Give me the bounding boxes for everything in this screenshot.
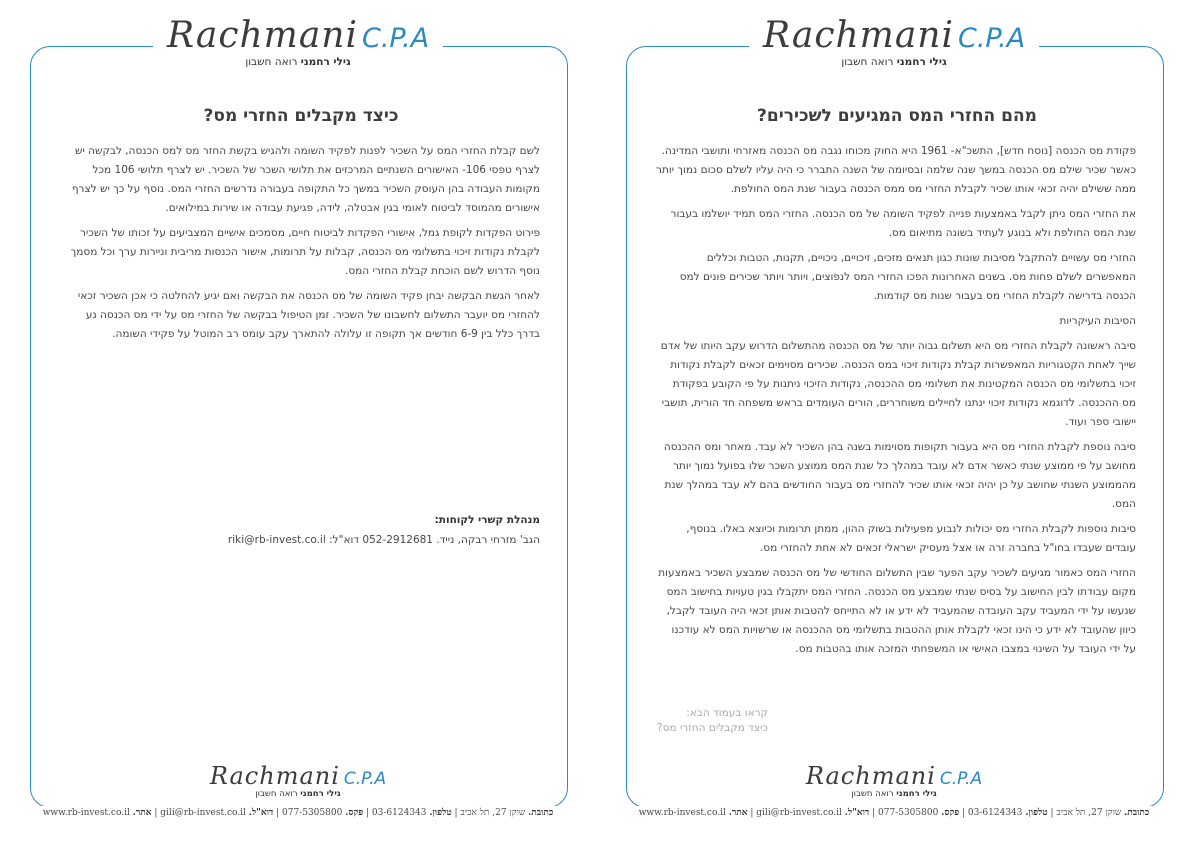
footer-fax: 077-5305800 <box>878 808 939 818</box>
paragraph: לאחר הגשת הבקשה יבחן פקיד השומה של מס הכנסה את הבקשה ואם יגיע להחלטה כי אכן השכיר זכאי להחזרי מס יועבר התשלום לחשבונו של השכיר. זמן הטיפול בבקשה של החזרי מס על ידי מס הכנסה נע בדרך כלל בין 6-9 חודשים אך תקופה זו עלולה להתארך עקב עומס רב המוטל על פקידי השומה. <box>77 290 540 340</box>
paragraph: החזרי המס כאמור מגיעים לשכיר עקב הפער שבין התשלום החודשי של מס הכנסה שמבצע השכיר באמצעות מקום עבודתו לבין החישוב על בסיס שנתי שמבצע מס הכנסה. החזרי המס יתקבלו בגין טעויות בחישוב המס שנעשו על ידי המעביד עקב העובדה שהמעביד לא ידע או לא התייחס להטבות אותן זכאי היה העובד לקבל, כיוון שהעובד לא ידע כי הינו זכאי לקבלת אותן ההטבות בתשלומי מס ההכנסה או שרשויות המס לא עודכנו על ידי העובד על השינוי במצבו האישי או המשפחתי המזכה אותו בהטבות מס. <box>658 567 1136 655</box>
footer-site[interactable]: www.rb-invest.co.il <box>42 808 130 818</box>
paragraph: פירוט הפקדות לקופת גמל, אישורי הפקדות לביטוח חיים, מסמכים אישיים המצביעים על זכותו של השכיר לקבלת נקודות זיכוי בתשלומי מס הכנסה, קבלות על תרומות, אישור הכנסות מריבית וניירות ערך וכל מסמך נוסף הדרוש לשם הוכחת קבלת החזרי המס. <box>70 227 540 277</box>
paragraph: את החזרי המס ניתן לקבל באמצעות פנייה לפקיד השומה של מס הכנסה. החזרי המס תמיד יושלמו בעבור שנת המס החולפת ולא בנוגע לעתיד בשונה מתיאום מס. <box>670 208 1136 239</box>
logo-subtitle-name: גילי רחמני <box>896 56 947 68</box>
header-logo <box>596 15 1192 69</box>
logo-cpa: C.P.A <box>361 23 430 54</box>
footer-contact-bar <box>596 800 1192 820</box>
logo-cpa: C.P.A <box>957 23 1026 54</box>
paragraph: סיבות נוספות לקבלת החזרי מס יכולות לנבוע מפעילות בשוק ההון, ממתן תרומות וכיוצא באלו. בנוסף, עובדים שעבדו בחו"ל בחברה זרה או אצל מעסיק ישראלי זכאים לא אחת להחזרי מס. <box>686 523 1136 554</box>
paragraph: פקודת מס הכנסה [נוסח חדש], התשכ"א- 1961 היא החוק מכוחו נגבה מס הכנסה מאזרחי ותושבי המדינה. כאשר שכיר שילם מס הכנסה במשך שנה שלמה ובסיומה של השנה התברר כי היה עליו לשלם סכום נמוך יותר ממה ששילם יהיה זכאי אותו שכיר לקבלת החזרי מס ממס הכנסה בעבור שנת המס החולפת. <box>656 145 1136 195</box>
footer-phone: 03-6124343 <box>967 808 1023 818</box>
footer-address-label: כתובת. <box>1124 808 1150 818</box>
logo-subtitle <box>763 56 1025 68</box>
next-page-label: קראו בעמוד הבא: <box>686 707 768 719</box>
article-body <box>656 142 1136 665</box>
logo-subtitle-name: גילי רחמני <box>896 789 937 799</box>
logo-subtitle-role: רואה חשבון <box>851 789 894 799</box>
footer-phone-label: טלפון. <box>429 808 452 818</box>
footer-address: שוקן 27, תל אביב <box>1056 808 1122 818</box>
section-heading: הסיבות העיקריות <box>1059 315 1136 327</box>
footer-logo-wrap <box>792 764 996 799</box>
footer-address-label: כתובת. <box>528 808 554 818</box>
footer-email-label: דוא"ל. <box>844 808 870 818</box>
contact-title: מנהלת קשרי לקוחות: <box>434 514 540 526</box>
footer-fax-label: פקס. <box>941 808 960 818</box>
paragraph: סיבה ראשונה לקבלת החזרי מס היא תשלום גבוה יותר של מס הכנסה מהתשלום הדרוש עקב היותו של אדם שייך לאחת הקטגוריות המאפשרות קבלת נקודות זיכוי במס הכנסה. שכירים מסוימים זכאים לקבלת נקודות זיכוי בתשלומי מס הכנסה המקטינות את תשלומי מס ההכנסה, נקודות הזיכוי ניתנות על פי הקובע בפקודת מס ההכנסה. לדוגמא נקודות זיכוי ינתנו לחיילים משוחררים, הורים העומדים בראש משפחה חד הורית, תושבי יישובי ספר ועוד. <box>660 340 1136 428</box>
logo-subtitle <box>210 789 386 799</box>
logo-script: Rachmani <box>166 15 358 56</box>
logo <box>749 15 1039 68</box>
footer-logo <box>0 764 596 800</box>
logo-subtitle-role: רואה חשבון <box>841 56 894 68</box>
logo-cpa: C.P.A <box>343 769 387 789</box>
logo-subtitle <box>167 56 429 68</box>
footer-logo-wrap <box>196 764 400 799</box>
footer-logo <box>596 764 1192 800</box>
next-page-title: כיצד מקבלים החזרי מס? <box>657 722 768 734</box>
paragraph: לשם קבלת החזרי המס על השכיר לפנות לפקיד השומה ולהגיש בקשת החזר מס למס הכנסה, לבקשה יש לצרף טפסי 106- האישורים השנתיים המרכזים את תלושי השכר של השכיר. יש לצרף תלושי 106 מכל מקומות העבודה בהן העוסק השכיר במשך כל התקופה בעבורה נדרשים החזרי המס. נוסף על כך יש לצרף אישורים מהמוסד לביטוח לאומי בגין אבטלה, לידה, פגיעת עבודה או שירות במילואים. <box>71 145 540 214</box>
logo-subtitle-role: רואה חשבון <box>255 789 298 799</box>
footer-contact-bar <box>0 800 596 820</box>
logo-subtitle-role: רואה חשבון <box>245 56 298 68</box>
footer-site-label: אתר. <box>728 808 748 818</box>
logo-subtitle-name: גילי רחמני <box>300 789 341 799</box>
page-title: כיצד מקבלים החזרי מס? <box>203 106 399 126</box>
header-logo <box>0 15 596 69</box>
article-body <box>60 142 540 350</box>
logo-subtitle-name: גילי רחמני <box>300 56 351 68</box>
logo-script: Rachmani <box>209 762 340 790</box>
logo-cpa: C.P.A <box>939 769 983 789</box>
logo-script: Rachmani <box>762 15 954 56</box>
footer-text: כתובת. שוקן 27, תל אביב | טלפון. 03-6124343 | פקס. 077-5305800 | דוא"ל. gili@rb-invest.co.il | אתר. www.rb-invest.co.il <box>37 806 560 820</box>
page-right <box>596 0 1192 842</box>
logo-subtitle <box>806 789 982 799</box>
footer-email[interactable]: gili@rb-invest.co.il <box>756 808 842 818</box>
footer-site-label: אתר. <box>132 808 152 818</box>
footer-phone: 03-6124343 <box>371 808 427 818</box>
footer-phone-label: טלפון. <box>1025 808 1048 818</box>
footer-address: שוקן 27, תל אביב <box>460 808 526 818</box>
paragraph: סיבה נוספת לקבלת החזרי מס היא בעבור תקופות מסוימות בשנה בהן השכיר לא עבד. מאחר ומס ההכנסה מחושב על פי ממוצע שנתי כאשר אדם לא עובד במהלך כל שנת המס ממוצע השכר שלו בפועל נמוך יותר מהממוצע השנתי שחושב על כן יהיה זכאי אותו שכיר להחזרי מס בעבור החודשים בהם לא עבד במהלך שנת המס. <box>663 441 1136 510</box>
paragraph: החזרי מס עשויים להתקבל מסיבות שונות כגון תנאים מזכים, זיכויים, ניכויים, תקנות, הטבות וכללים המאפשרים לשלם פחות מס. בשנים האחרונות הפכו החזרי המס לנפוצים, ויותר ויותר שכירים פונים למס הכנסה בדרישה לקבלת החזרי מס בעבור שנות מס קודמות. <box>679 252 1136 302</box>
footer-site[interactable]: www.rb-invest.co.il <box>638 808 726 818</box>
logo <box>153 15 443 68</box>
contact-text: הגב' מזרחי רבקה, נייד. 052-2912681 דוא"ל: riki@rb-invest.co.il <box>227 534 540 546</box>
footer-fax: 077-5305800 <box>282 808 343 818</box>
logo-script: Rachmani <box>805 762 936 790</box>
contact-block <box>60 510 540 550</box>
footer-fax-label: פקס. <box>345 808 364 818</box>
page-title: מהם החזרי המס המגיעים לשכירים? <box>757 106 1037 126</box>
footer-email-label: דוא"ל. <box>248 808 274 818</box>
footer-email[interactable]: gili@rb-invest.co.il <box>160 808 246 818</box>
footer-text: כתובת. שוקן 27, תל אביב | טלפון. 03-6124343 | פקס. 077-5305800 | דוא"ל. gili@rb-invest.co.il | אתר. www.rb-invest.co.il <box>633 806 1156 820</box>
next-page-teaser <box>656 706 768 736</box>
